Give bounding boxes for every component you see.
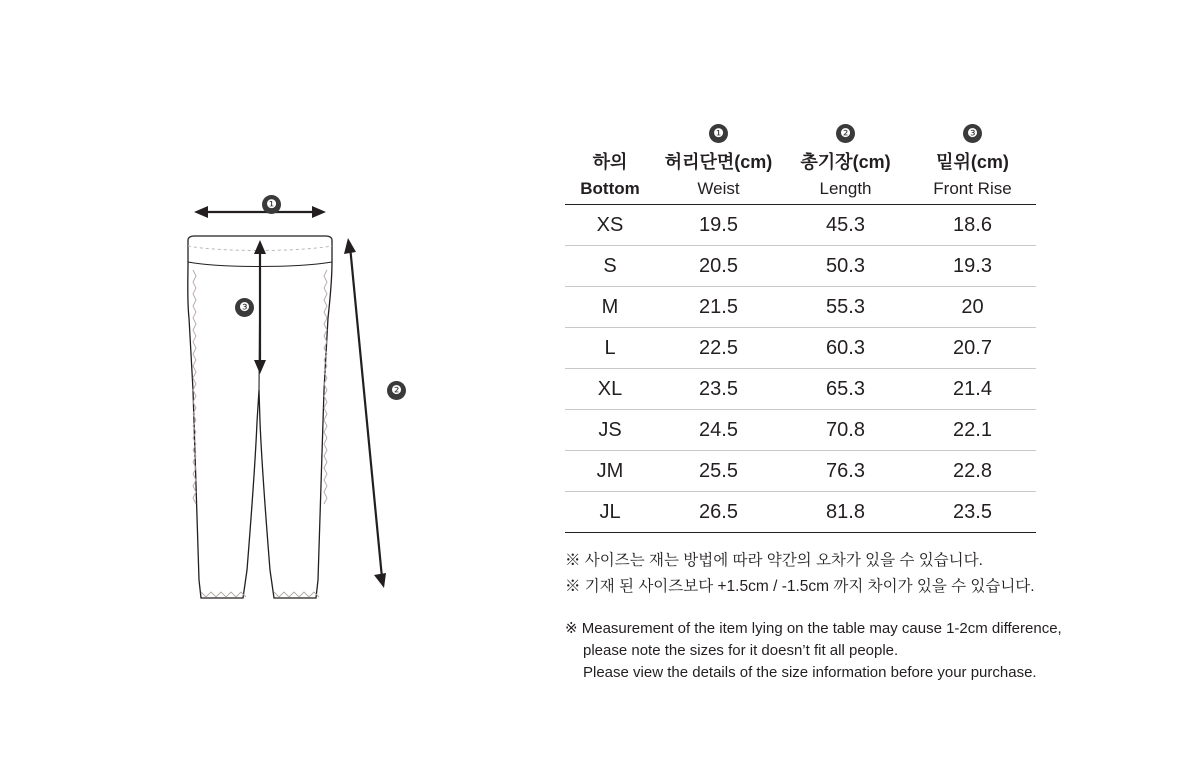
- note-ko-range: ※ 기재 된 사이즈보다 +1.5cm / -1.5cm 까지 차이가 있을 수 있습니다.: [565, 578, 1035, 595]
- cell-size: JM: [565, 451, 655, 492]
- badge-cell-front-rise: [909, 118, 1036, 148]
- size-chart-table: [565, 118, 1036, 533]
- badge-cell-length: [782, 118, 909, 148]
- cell-front-rise: 18.6: [909, 205, 1036, 246]
- header-ko-length: 총기장(cm): [800, 152, 891, 172]
- waist-arrow: [194, 206, 326, 218]
- size-table-body: [565, 205, 1036, 533]
- note-ko-tolerance: ※ 사이즈는 재는 방법에 따라 약간의 오차가 있을 수 있습니다.: [565, 552, 983, 569]
- cell-front-rise: 19.3: [909, 246, 1036, 287]
- note-en-line-2: please note the sizes for it doesn’t fit all people.: [583, 642, 899, 659]
- note-en-line-3: Please view the details of the size information before your purchase.: [583, 664, 1037, 681]
- cell-length: 60.3: [782, 328, 909, 369]
- pants-diagram: [110, 150, 550, 630]
- header-ko-waist: 허리단면(cm): [664, 152, 773, 172]
- table-row: [565, 410, 1036, 451]
- cell-front-rise: 20.7: [909, 328, 1036, 369]
- cell-length: 45.3: [782, 205, 909, 246]
- table-row: [565, 328, 1036, 369]
- table-row: [565, 205, 1036, 246]
- cell-length: 65.3: [782, 369, 909, 410]
- cell-waist: 21.5: [655, 287, 782, 328]
- cell-size: XL: [565, 369, 655, 410]
- cell-waist: 19.5: [655, 205, 782, 246]
- header-en-front-rise: Front Rise: [909, 174, 1036, 205]
- cell-waist: 25.5: [655, 451, 782, 492]
- cell-length: 76.3: [782, 451, 909, 492]
- front-rise-measure-badge: ❸: [235, 298, 254, 317]
- table-badge-row: [565, 118, 1036, 148]
- cell-size: M: [565, 287, 655, 328]
- badge-cell-empty: [565, 118, 655, 148]
- cell-front-rise: 21.4: [909, 369, 1036, 410]
- cell-waist: 24.5: [655, 410, 782, 451]
- table-row: [565, 246, 1036, 287]
- header-en-bottom: Bottom: [565, 174, 655, 205]
- length-badge-icon: ❷: [836, 124, 855, 143]
- cell-length: 50.3: [782, 246, 909, 287]
- waist-badge-icon: ❶: [709, 124, 728, 143]
- cell-length: 70.8: [782, 410, 909, 451]
- table-row: [565, 492, 1036, 533]
- size-table-panel: [565, 118, 1045, 533]
- note-en-block: [565, 618, 1125, 684]
- cell-size: JS: [565, 410, 655, 451]
- header-en-waist: Weist: [655, 174, 782, 205]
- cell-size: L: [565, 328, 655, 369]
- cell-size: JL: [565, 492, 655, 533]
- note-en-line-1: ※ Measurement of the item lying on the table may cause 1-2cm difference,: [565, 620, 1062, 637]
- cell-size: XS: [565, 205, 655, 246]
- table-row: [565, 287, 1036, 328]
- badge-cell-waist: [655, 118, 782, 148]
- cell-front-rise: 20: [909, 287, 1036, 328]
- table-header-en: [565, 174, 1036, 205]
- size-notes: [565, 548, 1125, 684]
- cell-waist: 26.5: [655, 492, 782, 533]
- header-ko-bottom: 하의: [592, 152, 628, 172]
- cell-front-rise: 22.8: [909, 451, 1036, 492]
- cell-waist: 20.5: [655, 246, 782, 287]
- header-ko-front-rise: 밑위(cm): [936, 152, 1009, 172]
- cell-waist: 22.5: [655, 328, 782, 369]
- front-rise-badge-icon: ❸: [963, 124, 982, 143]
- pants-technical-drawing: [110, 150, 550, 630]
- length-arrow: [344, 238, 386, 588]
- cell-front-rise: 22.1: [909, 410, 1036, 451]
- cell-length: 81.8: [782, 492, 909, 533]
- table-row: [565, 369, 1036, 410]
- length-measure-badge: ❷: [387, 381, 406, 400]
- cell-length: 55.3: [782, 287, 909, 328]
- cell-size: S: [565, 246, 655, 287]
- table-row: [565, 451, 1036, 492]
- header-en-length: Length: [782, 174, 909, 205]
- cell-front-rise: 23.5: [909, 492, 1036, 533]
- cell-waist: 23.5: [655, 369, 782, 410]
- table-header-ko: [565, 148, 1036, 174]
- waist-measure-badge: ❶: [262, 195, 281, 214]
